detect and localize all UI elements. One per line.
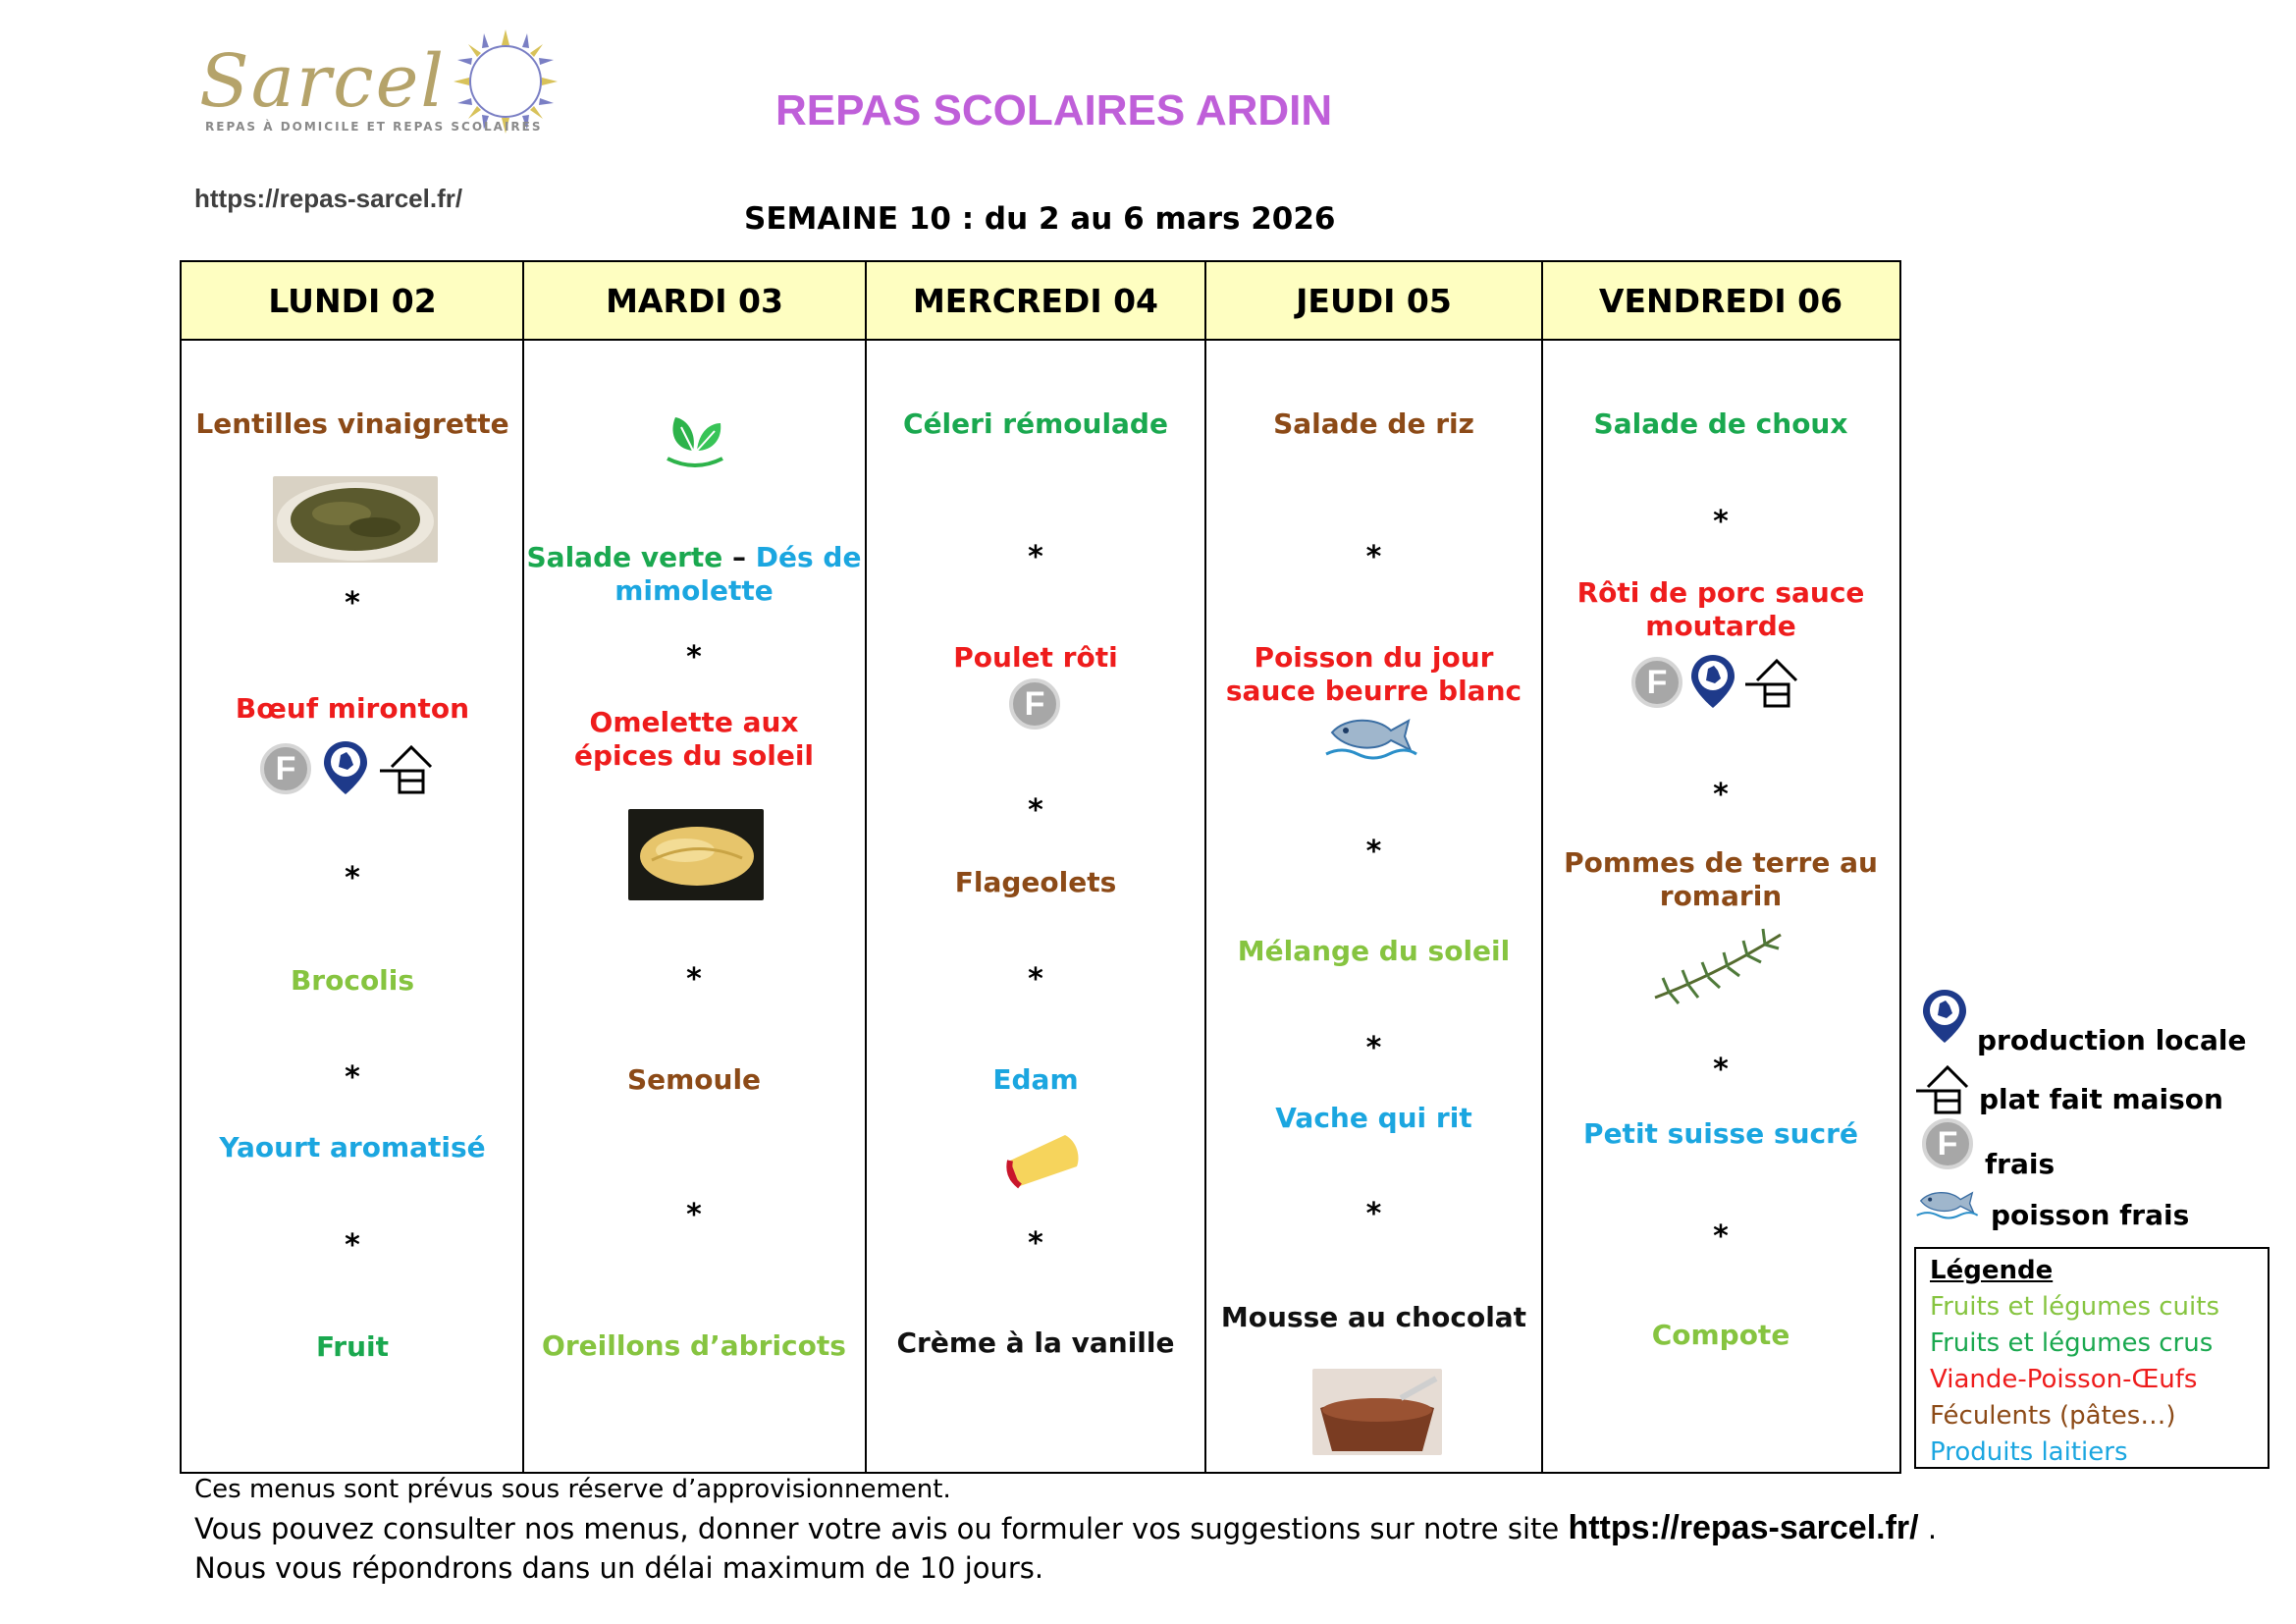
legend-homemade-label: plat fait maison [1979,1083,2223,1115]
mardi-dessert: Oreillons d’abricots [542,1329,846,1362]
vendredi-dairy: Petit suisse sucré [1583,1117,1858,1150]
chocolate-mousse-photo-icon [1312,1369,1442,1455]
vendredi-main: Rôti de porc sauce moutarde [1576,576,1865,642]
separator-star: * [1713,1053,1729,1087]
mardi-starter [523,541,865,608]
mercredi-side: Flageolets [954,866,1117,898]
separator-star: * [1365,1031,1382,1065]
footer-contact [194,1509,1937,1547]
separator-star: * [686,962,702,997]
legend-title: Légende [1930,1256,2054,1285]
legend-local-label: production locale [1977,1024,2247,1056]
separator-star: * [345,1228,360,1263]
separator-star: * [1365,540,1382,574]
vendredi-dessert: Compote [1651,1319,1790,1351]
jeudi-dairy: Vache qui rit [1275,1102,1472,1134]
lundi-side: Brocolis [290,964,415,997]
sarcel-logo [191,22,604,144]
vegetarian-leaf-icon [660,402,730,472]
separator-star: * [1713,778,1729,812]
edam-cheese-icon [1006,1131,1083,1190]
vendredi-main-icons [1631,653,1828,712]
header-mardi: MARDI 03 [523,262,866,341]
separator-star: * [345,586,360,621]
local-production-icon [1688,653,1737,710]
separator-star: * [1028,962,1043,997]
separator-star: * [345,1060,360,1095]
logo-subtitle: REPAS À DOMICILE ET REPAS SCOLAIRES [205,120,543,134]
header-jeudi: JEUDI 05 [1205,262,1542,341]
mercredi-main: Poulet rôti [953,641,1118,674]
legend-fish-label: poisson frais [1991,1199,2190,1231]
lundi-main: Bœuf mironton [235,692,470,725]
mercredi-dessert: Crème à la vanille [896,1326,1175,1359]
fresh-icon: F [1922,1118,1973,1169]
lundi-dessert: Fruit [315,1330,390,1363]
mardi-side: Semoule [626,1063,762,1096]
separator-star: * [686,640,702,675]
footer-site-link[interactable]: https://repas-sarcel.fr/ [1568,1509,1919,1546]
fresh-icon: F [1631,657,1682,708]
fresh-fish-icon [1914,1183,1979,1222]
separator-star: * [1028,793,1043,828]
legend-fresh-label: frais [1985,1148,2056,1180]
footer-contact-text: Vous pouvez consulter nos menus, donner votre avis ou formuler vos suggestions sur notre site [194,1512,1560,1545]
page-title: REPAS SCOLAIRES ARDIN [775,86,1333,135]
mardi-main: Omelette aux épices du soleil [573,706,815,772]
lundi-dairy: Yaourt aromatisé [219,1131,486,1164]
jeudi-side: Mélange du soleil [1237,935,1511,967]
homemade-icon [1914,1063,1979,1116]
lundi-main-icons [260,739,456,798]
mercredi-starter: Céleri rémoulade [903,407,1168,440]
header-mercredi: MERCREDI 04 [866,262,1205,341]
homemade-icon [378,743,443,796]
logo-wordmark: Sarcel [199,39,447,124]
site-url-link[interactable]: https://repas-sarcel.fr/ [194,184,463,213]
menu-table [180,260,1901,1474]
separator-star: * [1713,1219,1729,1254]
lundi-starter: Lentilles vinaigrette [195,407,509,440]
local-production-icon [1920,987,1969,1046]
rosemary-icon [1649,915,1787,1013]
header-lundi: LUNDI 02 [182,262,523,341]
separator-star: * [1028,1226,1043,1261]
color-legend [1914,1247,2269,1469]
jeudi-starter: Salade de riz [1273,407,1474,440]
mardi-starter-cheese: Dés de mimolette [614,541,862,607]
footer-notice: Ces menus sont prévus sous réserve d’approvisionnement. [194,1475,951,1504]
vendredi-side: Pommes de terre au romarin [1564,846,1878,912]
mardi-starter-salad: Salade verte [526,541,723,573]
mercredi-dairy: Edam [992,1063,1079,1096]
legend-cooked: Fruits et légumes cuits [1930,1292,2219,1322]
legend-dairy: Produits laitiers [1930,1437,2128,1467]
legend-starch: Féculents (pâtes…) [1930,1401,2176,1431]
omelette-photo-icon [628,809,764,900]
jeudi-main: Poisson du jour sauce beurre blanc [1225,641,1522,707]
mardi-starter-sep: – [732,541,747,573]
jeudi-dessert: Mousse au chocolat [1220,1301,1527,1333]
separator-star: * [1713,505,1729,539]
local-production-icon [321,739,370,796]
legend-meat: Viande-Poisson-Œufs [1930,1365,2198,1394]
lentils-photo-icon [273,476,438,563]
separator-star: * [686,1198,702,1232]
vendredi-starter: Salade de choux [1593,407,1848,440]
separator-star: * [1028,540,1043,574]
fresh-fish-icon [1322,711,1418,760]
homemade-icon [1743,657,1808,710]
separator-star: * [1365,835,1382,869]
footer-response: Nous vous répondrons dans un délai maximum de 10 jours. [194,1551,1044,1585]
week-title: SEMAINE 10 : du 2 au 6 mars 2026 [744,201,1336,237]
footer-contact-end: . [1927,1512,1938,1545]
separator-star: * [1365,1197,1382,1231]
fresh-icon: F [260,743,311,794]
separator-star: * [345,861,360,895]
fresh-icon: F [1009,678,1060,730]
legend-raw: Fruits et légumes crus [1930,1328,2214,1358]
header-vendredi: VENDREDI 06 [1542,262,1899,341]
